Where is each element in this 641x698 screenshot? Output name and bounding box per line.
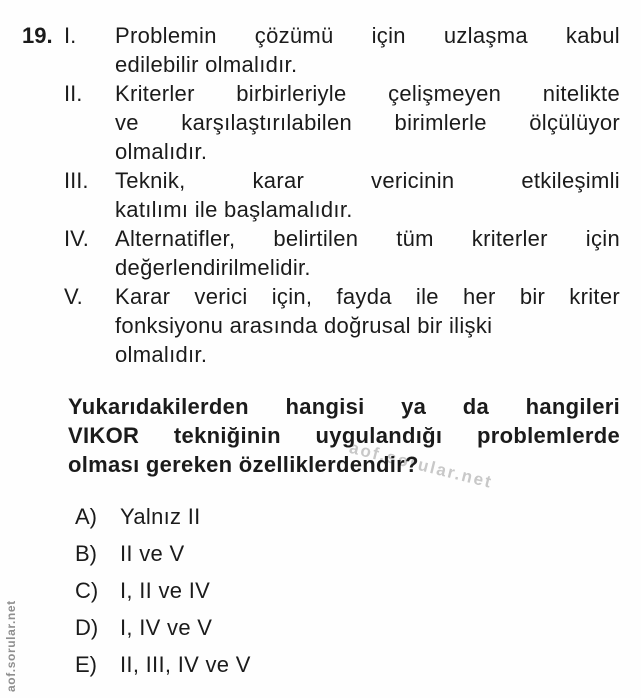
list-item-5 xyxy=(64,282,620,369)
item-line: edilebilir olmalıdır. xyxy=(115,52,298,77)
option-c xyxy=(75,572,251,609)
item-line: fonksiyonu arasında doğrusal bir ilişki xyxy=(115,313,493,338)
stem-line: VIKOR tekniğinin uygulandığı problemlerde xyxy=(68,423,620,448)
item-line: Kriterler birbirleriyle çelişmeyen nitelikte xyxy=(115,81,620,106)
item-numeral: II. xyxy=(64,81,83,106)
option-text: Yalnız II xyxy=(120,504,201,529)
item-line: değerlendirilmelidir. xyxy=(115,255,311,280)
option-d xyxy=(75,609,251,646)
option-text: I, IV ve V xyxy=(120,615,213,640)
item-numeral: V. xyxy=(64,284,83,309)
option-text: II ve V xyxy=(120,541,185,566)
item-line: Alternatifler, belirtilen tüm kriterler için xyxy=(115,226,620,251)
item-line: olmalıdır. xyxy=(115,342,208,367)
item-line: Karar verici için, fayda ile her bir kriter xyxy=(115,284,620,309)
option-letter: C) xyxy=(75,578,99,603)
statement-list xyxy=(64,21,620,369)
option-text: I, II ve IV xyxy=(120,578,211,603)
answer-options xyxy=(75,498,251,683)
item-text xyxy=(115,282,620,369)
stem-line: Yukarıdakilerden hangisi ya da hangileri xyxy=(68,394,620,419)
item-text xyxy=(115,166,620,224)
option-letter: A) xyxy=(75,504,97,529)
option-b xyxy=(75,535,251,572)
item-text xyxy=(115,79,620,166)
item-line: katılımı ile başlamalıdır. xyxy=(115,197,353,222)
option-e xyxy=(75,646,251,683)
item-numeral: I. xyxy=(64,23,77,48)
item-text xyxy=(115,224,620,282)
watermark-side: aof.sorular.net xyxy=(4,600,18,692)
list-item-2 xyxy=(64,79,620,166)
item-text xyxy=(115,21,620,79)
item-line: ve karşılaştırılabilen birimlerle ölçülüyor xyxy=(115,110,620,135)
list-item-4 xyxy=(64,224,620,282)
item-line: Teknik, karar vericinin etkileşimli xyxy=(115,168,620,193)
item-numeral: IV. xyxy=(64,226,89,251)
stem-line: olması gereken özelliklerdendir? xyxy=(68,452,419,477)
option-letter: B) xyxy=(75,541,97,566)
question-stem xyxy=(68,392,620,479)
option-text: II, III, IV ve V xyxy=(120,652,251,677)
item-line: olmalıdır. xyxy=(115,139,208,164)
option-letter: E) xyxy=(75,652,97,677)
option-a xyxy=(75,498,251,535)
question-number: 19. xyxy=(22,23,53,48)
item-line: Problemin çözümü için uzlaşma kabul xyxy=(115,23,620,48)
option-letter: D) xyxy=(75,615,99,640)
watermark-diagonal: aof.sorular.net xyxy=(347,438,495,493)
list-item-3 xyxy=(64,166,620,224)
item-numeral: III. xyxy=(64,168,89,193)
list-item-1 xyxy=(64,21,620,79)
